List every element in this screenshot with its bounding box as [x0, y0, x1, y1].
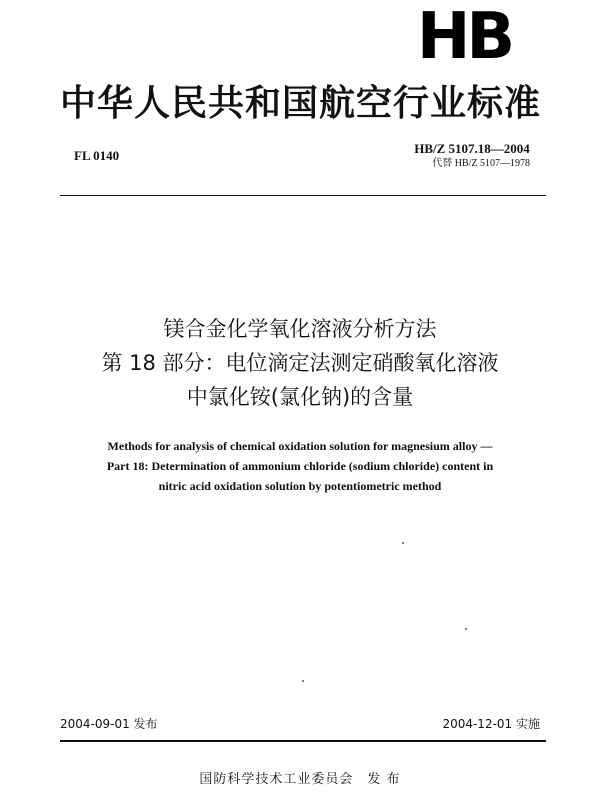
- scan-speck: [402, 542, 404, 544]
- publisher: 国防科学技术工业委员会 发 布: [199, 772, 401, 787]
- title-english: [50, 436, 550, 496]
- title-en-line-3: nitric acid oxidation solution by potentiometric method: [158, 479, 442, 493]
- footer-divider: [60, 740, 546, 742]
- standard-code-block: [414, 140, 530, 170]
- hb-logo: [408, 0, 520, 74]
- effective-date: 2004-12-01 实施: [442, 717, 540, 731]
- classification-code: FL 0140: [74, 148, 120, 163]
- title-zh-line-1: 镁合金化学氧化溶液分析方法: [163, 317, 437, 341]
- title-en-line-1: Methods for analysis of chemical oxidation solution for magnesium alloy —: [107, 439, 493, 453]
- scan-speck: [465, 628, 467, 630]
- scan-speck: [302, 680, 304, 682]
- hb-logo-text: HB: [416, 0, 512, 74]
- header-divider: [60, 195, 546, 196]
- standard-number: HB/Z 5107.18—2004: [414, 141, 530, 156]
- replaces-note: 代替 HB/Z 5107—1978: [432, 158, 530, 169]
- issue-date: 2004-09-01 发布: [60, 717, 158, 731]
- standard-name: 中华人民共和国航空行业标准: [60, 83, 542, 124]
- title-zh-line-2: 第 18 部分：电位滴定法测定硝酸氧化溶液: [101, 351, 499, 375]
- title-en-line-2: Part 18: Determination of ammonium chloride (sodium chloride) content in: [106, 459, 494, 473]
- title-chinese: [50, 312, 550, 414]
- title-zh-line-3: 中氯化铵(氯化钠)的含量: [186, 385, 414, 409]
